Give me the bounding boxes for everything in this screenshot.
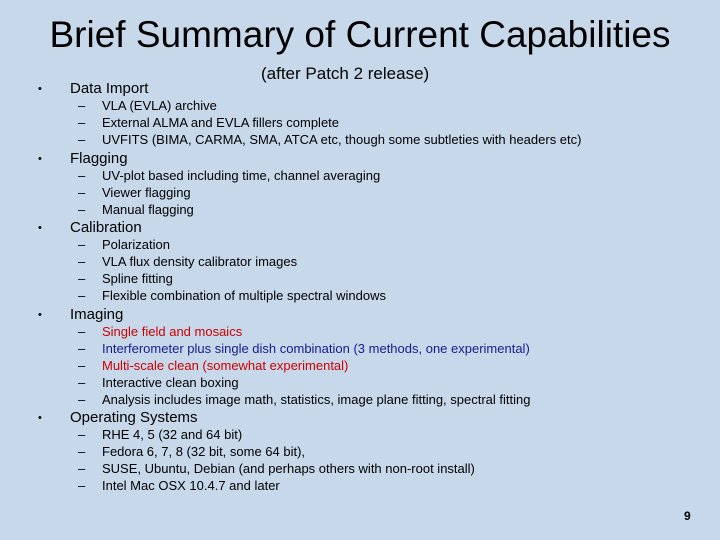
section-label: Imaging: [70, 306, 124, 323]
list-item-text: SUSE, Ubuntu, Debian (and perhaps others with non-root install): [102, 461, 475, 476]
list-item-text: UV-plot based including time, channel averaging: [102, 168, 381, 183]
section-label: Calibration: [70, 219, 142, 236]
dash-icon: –: [78, 168, 86, 183]
list-item-text: VLA (EVLA) archive: [102, 98, 217, 113]
dash-icon: –: [78, 324, 86, 339]
list-item-text: Flexible combination of multiple spectral windows: [102, 288, 386, 303]
dash-icon: –: [78, 341, 86, 356]
bullet-icon: •: [38, 83, 42, 95]
dash-icon: –: [78, 132, 86, 147]
list-item-text: Spline fitting: [102, 271, 173, 286]
slide-subtitle: (after Patch 2 release): [261, 64, 430, 83]
dash-icon: –: [78, 288, 86, 303]
list-item-text: Interferometer plus single dish combination (3 methods, one experimental): [102, 341, 530, 356]
slide-title: Brief Summary of Current Capabilities: [49, 14, 671, 55]
dash-icon: –: [78, 115, 86, 130]
bullet-icon: •: [38, 153, 42, 165]
list-item-text: Multi-scale clean (somewhat experimental): [102, 358, 349, 373]
dash-icon: –: [78, 271, 86, 286]
dash-icon: –: [78, 444, 86, 459]
list-item-text: Analysis includes image math, statistics, image plane fitting, spectral fitting: [102, 392, 531, 407]
list-item-text: Manual flagging: [102, 202, 194, 217]
dash-icon: –: [78, 478, 86, 493]
bullet-icon: •: [38, 222, 42, 234]
dash-icon: –: [78, 202, 86, 217]
list-item-text: Intel Mac OSX 10.4.7 and later: [102, 478, 280, 493]
bullet-icon: •: [38, 412, 42, 424]
section-label: Data Import: [70, 80, 149, 97]
dash-icon: –: [78, 461, 86, 476]
list-item-text: Fedora 6, 7, 8 (32 bit, some 64 bit),: [102, 444, 306, 459]
dash-icon: –: [78, 98, 86, 113]
page-number: 9: [684, 509, 691, 523]
dash-icon: –: [78, 254, 86, 269]
list-item-text: VLA flux density calibrator images: [102, 254, 298, 269]
list-item-text: Interactive clean boxing: [102, 375, 239, 390]
list-item-text: RHE 4, 5 (32 and 64 bit): [102, 427, 243, 442]
dash-icon: –: [78, 237, 86, 252]
section-label: Flagging: [70, 150, 128, 167]
dash-icon: –: [78, 392, 86, 407]
dash-icon: –: [78, 375, 86, 390]
list-item-text: Viewer flagging: [102, 185, 191, 200]
dash-icon: –: [78, 185, 86, 200]
list-item-text: Single field and mosaics: [102, 324, 243, 339]
bullet-icon: •: [38, 309, 42, 321]
dash-icon: –: [78, 427, 86, 442]
dash-icon: –: [78, 358, 86, 373]
section-label: Operating Systems: [70, 409, 198, 426]
list-item-text: UVFITS (BIMA, CARMA, SMA, ATCA etc, though some subtleties with headers etc): [102, 132, 582, 147]
list-item-text: Polarization: [102, 237, 170, 252]
list-item-text: External ALMA and EVLA fillers complete: [102, 115, 340, 130]
